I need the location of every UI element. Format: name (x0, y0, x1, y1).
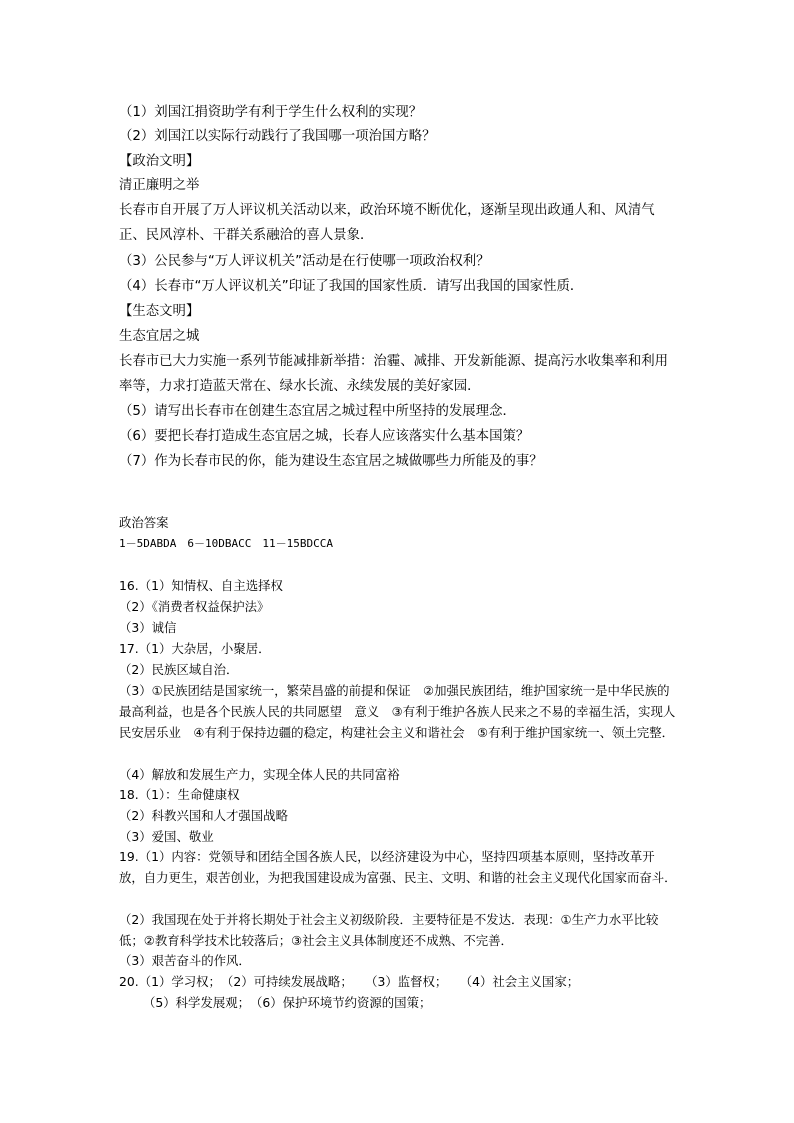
answer-19-1: 19.（1）内容：党领导和团结全国各族人民，以经济建设为中心，坚持四项基本原则，坚持改革开放，自力更生，艰苦创业，为把我国建设成为富强、民主、文明、和谐的社会主义现代化国家而奋斗． (119, 849, 677, 885)
question-6: （6）要把长春打造成生态宜居之城，长春人应该落实什么基本国策？ (119, 429, 530, 444)
answer-17-1: 17.（1）大杂居，小聚居． (119, 641, 271, 656)
question-5: （5）请写出长春市在创建生态宜居之城过程中所坚持的发展理念． (119, 404, 516, 419)
answers-title: 政治答案 (119, 515, 169, 530)
question-4: （4）长春市“万人评议机关”印证了我国的国家性质．请写出我国的国家性质． (119, 279, 584, 294)
answer-20-1: 20.（1）学习权； （2）可持续发展战略； （3）监督权； （4）社会主义国家； (119, 974, 580, 989)
section-title-political: 清正廉明之举 (119, 178, 200, 193)
answer-16-2: （2）《消费者权益保护法》 (119, 599, 270, 614)
section-heading-political: 【政治文明】 (119, 154, 200, 169)
answer-18-3: （3）爱国、敬业 (119, 829, 214, 844)
answer-17-2: （2）民族区域自治． (119, 662, 239, 677)
paragraph-ecological: 长春市已大力实施一系列节能减排新举措：治霾、减排、开发新能源、提高污水收集率和利用率等，力求打造蓝天常在、绿水长流、永续发展的美好家园． (119, 354, 669, 394)
answer-19-3: （3）艰苦奋斗的作风． (119, 953, 251, 968)
question-1: （1）刘国江捐资助学有利于学生什么权利的实现？ (119, 105, 423, 120)
paragraph-political: 长春市自开展了万人评议机关活动以来，政治环境不断优化，逐渐呈现出政通人和、风清气正、民风淳朴、干群关系融洽的喜人景象． (119, 203, 655, 243)
question-3: （3）公民参与“万人评议机关”活动是在行使哪一项政治权利？ (119, 254, 490, 269)
answers-choice: 1－5DABDA 6－10DBACC 11－15BDCCA (119, 537, 333, 550)
answer-18-2: （2）科教兴国和人才强国战略 (119, 808, 288, 823)
answer-16-3: （3）诚信 (119, 620, 177, 635)
answer-20-2: （5）科学发展观； （6）保护环境节约资源的国策； (143, 995, 432, 1010)
answer-19-2: （2）我国现在处于并将长期处于社会主义初级阶段．主要特征是不发达．表现：①生产力水平比较低；②教育科学技术比较落后；③社会主义具体制度还不成熟、不完善． (119, 912, 659, 948)
question-2: （2）刘国江以实际行动践行了我国哪一项治国方略？ (119, 129, 436, 144)
answer-17-3: （3）①民族团结是国家统一，繁荣昌盛的前提和保证 ②加强民族团结，维护国家统一是中华民族的最高利益，也是各个民族人民的共同愿望 意义 ③有利于维护各族人民来之不易的幸福生活，实现人民安居乐业 ④有利于保持边疆的稳定，构建社会主义和谐社会 ⑤有利于维护国家统一、领土完整． (119, 683, 676, 740)
section-heading-ecological: 【生态文明】 (119, 304, 200, 319)
question-7: （7）作为长春市民的你，能为建设生态宜居之城做哪些力所能及的事？ (119, 454, 543, 469)
answer-16-1: 16.（1）知情权、自主选择权 (119, 578, 283, 593)
answer-18-1: 18.（1）：生命健康权 (119, 787, 240, 802)
section-title-ecological: 生态宜居之城 (119, 329, 200, 344)
answer-17-4: （4）解放和发展生产力，实现全体人民的共同富裕 (119, 767, 400, 782)
